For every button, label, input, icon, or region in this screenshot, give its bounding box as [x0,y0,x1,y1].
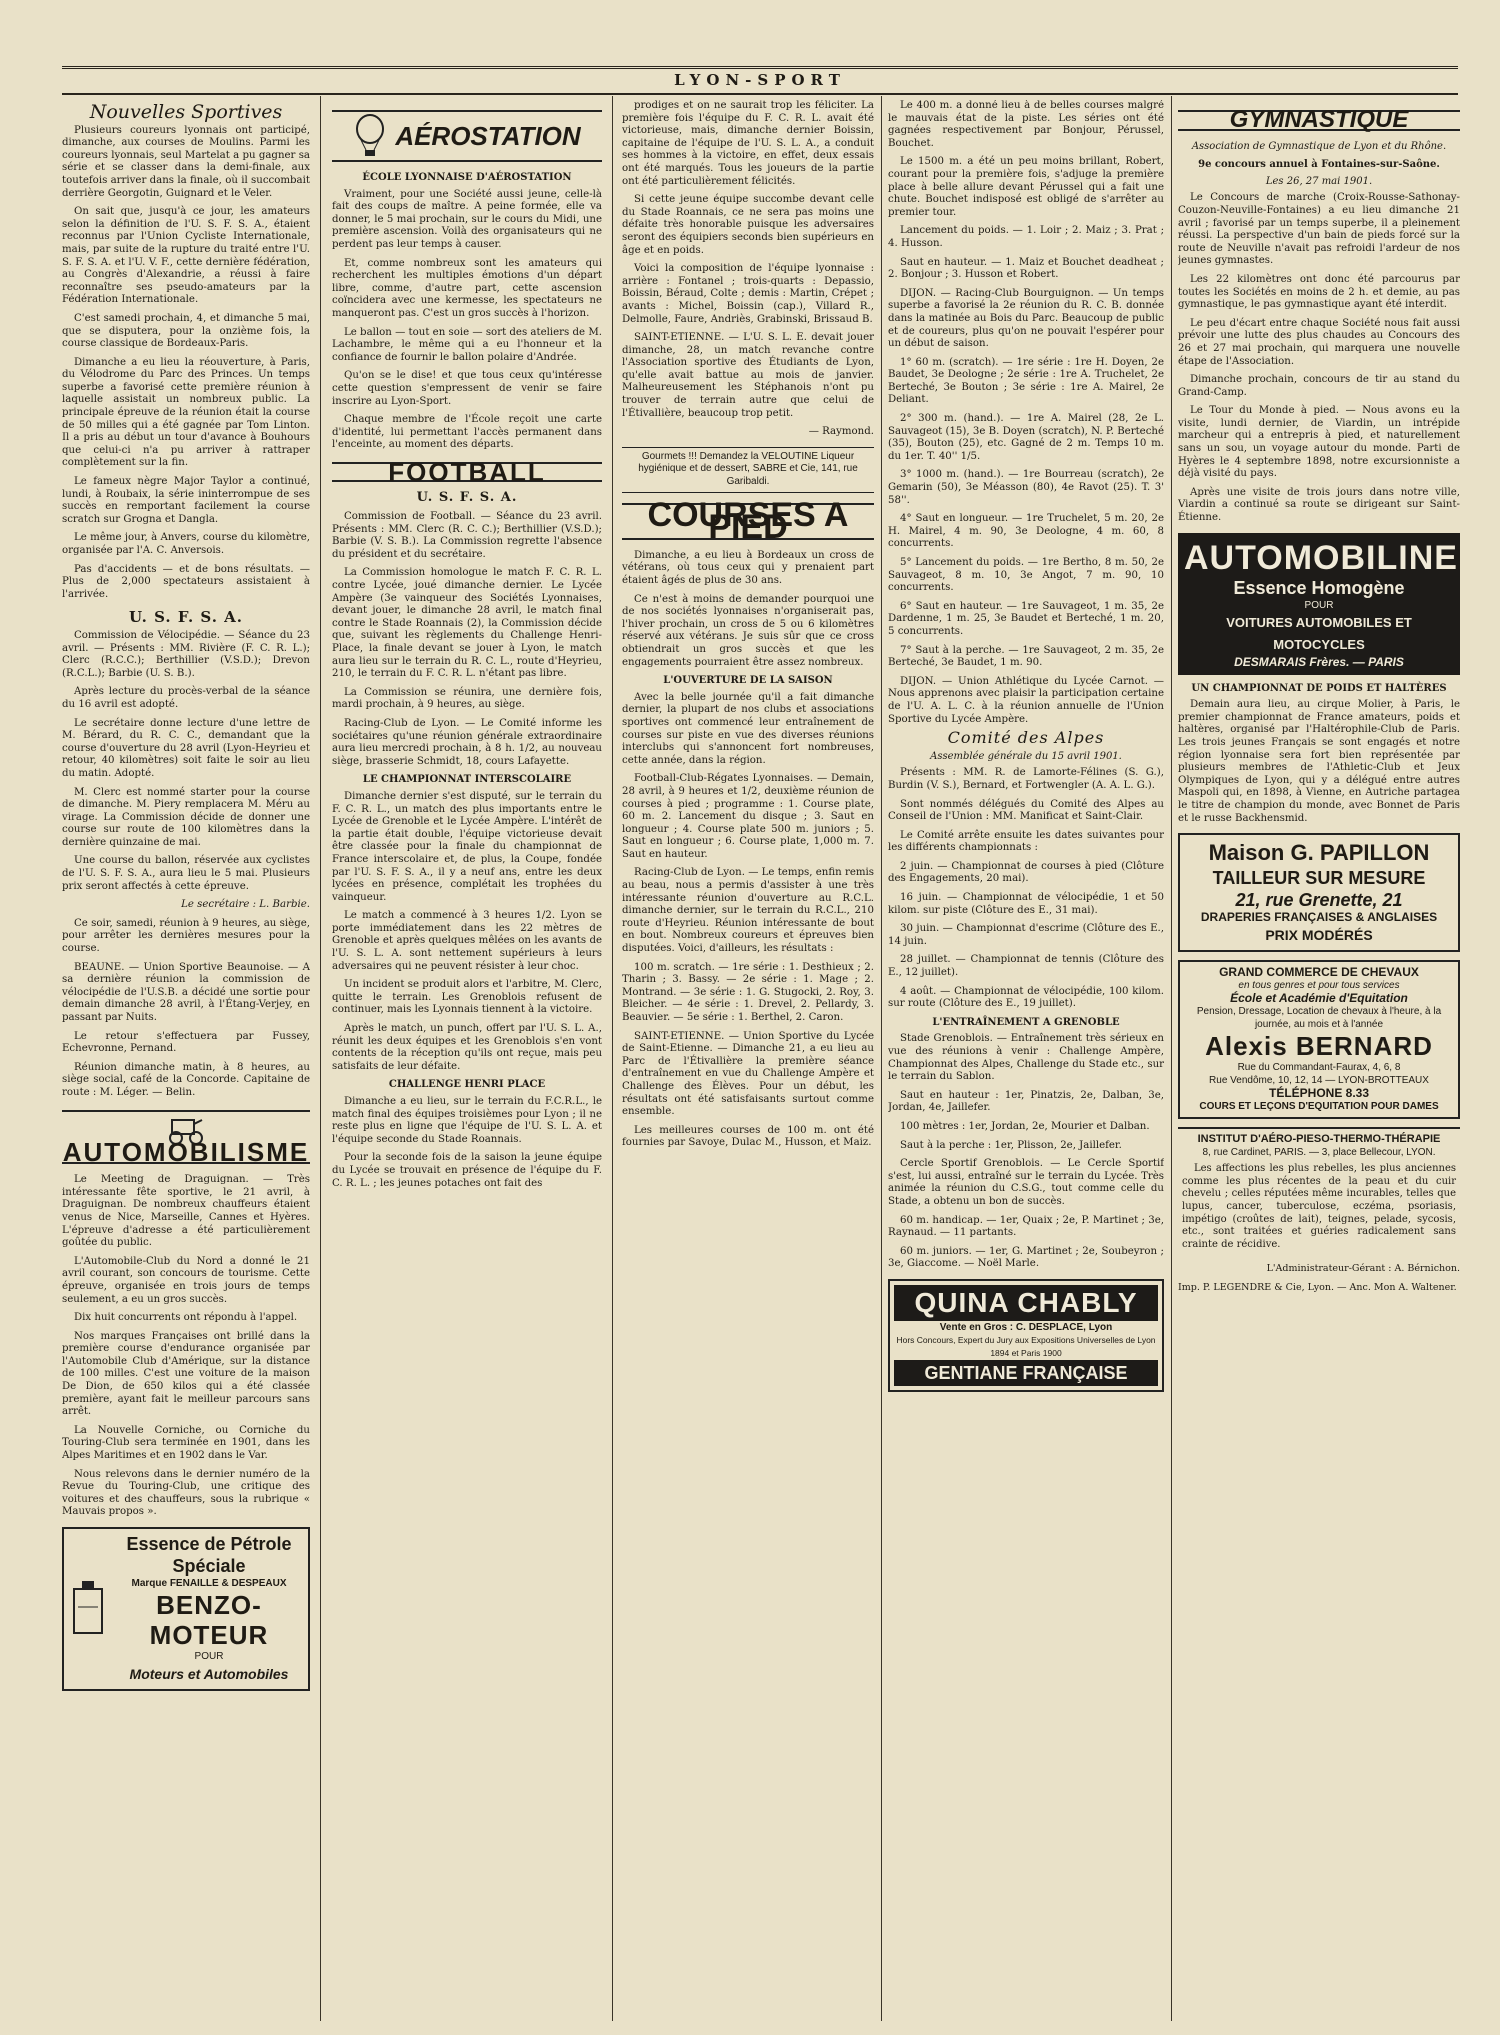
article-paragraph: Le fameux nègre Major Taylor a continué, lundi, à Roubaix, la série ininterrompue de ses succès en remportant facilement la course scratch sur Grogna et Dangla. [62,476,310,525]
article-paragraph: Le 1500 m. a été un peu moins brillant, Robert, courant pour la première fois, s'adjuge la première place à belle allure devant Pérussel qui a fait une chute. Bouchet indisposé est obligé de s'arrêter au premier tour. [888,156,1164,218]
article-paragraph: Le ballon — tout en soie — sort des ateliers de M. Lachambre, le même qui a eu l'honneur et la confiance de fournir le ballon polaire d'Andrée. [332,326,602,363]
article-paragraph: 2° 300 m. (hand.). — 1re A. Mairel (28, 2e L. Sauvageot (15), 3e B. Doyen (scratch), N. P. Berteché (35), Bouton (25), etc. Gagné de 2 m. Temps 10 m. du 1er. T. 40'' 1/5. [888,413,1164,462]
article-paragraph: Lancement du poids. — 1. Loir ; 2. Maiz ; 3. Prat ; 4. Husson. [888,225,1164,249]
article-paragraph: BEAUNE. — Union Sportive Beaunoise. — A sa dernière réunion la commission de vélocipédie de l'U.S.B. a décidé une sortie pour demain dimanche 28 avril, à l'Étang-Verjey, en passant par Nuits. [62,961,310,1023]
subsection-title: 9e concours annuel à Fontaines-sur-Saône. [1198,159,1440,171]
article-paragraph: Pas d'accidents — et de bons résultats. — Plus de 2,000 spectateurs assistaient à l'arrivée. [62,563,310,600]
article-paragraph: Le peu d'écart entre chaque Société nous fait aussi prévoir une lutte des plus chaudes au Concours des 26 et 27 mai prochain, qui marquera une nouvelle étape de l'Association. [1178,317,1460,367]
oil-can-icon [68,1577,108,1642]
section-title-aerostation: AÉROSTATION [332,110,602,162]
article-paragraph: 16 juin. — Championnat de vélocipédie, 1 et 50 kilom. sur piste (Clôture des E., 31 mai). [888,892,1164,916]
article-paragraph: DIJON. — Union Athlétique du Lycée Carnot. — Nous apprenons avec plaisir la participation certaine de l'U. A. L. C. à la réunion annuelle de l'Union Sportive du Lycée Ampère. [888,675,1164,725]
article-paragraph: Cercle Sportif Grenoblois. — Le Cercle Sportif s'est, lui aussi, entraîné sur le terrain du Lycée. Très animée la réunion du C.S.G., tout comme celle du Stade, a obtenu un bon de succès. [888,1158,1164,1207]
article-paragraph: 28 juillet. — Championnat de tennis (Clôture des E., 12 juillet). [888,954,1164,979]
article-paragraph: 60 m. juniors. — 1er, G. Martinet ; 2e, Soubeyron ; 3e, Giaccome. — Noël Marle. [888,1245,1164,1270]
article-paragraph: 100 mètres : 1er, Jordan, 2e, Mourier et Dalban. [900,1120,1150,1132]
article-paragraph: 2 juin. — Championnat de courses à pied (Clôture des Engagements, 20 mai). [888,860,1164,885]
article-paragraph: Le Tour du Monde à pied. — Nous avons eu la visite, lundi dernier, de Viardin, un intrépide marcheur qui a entrepris à pied, et naturellement sans un sou, un voyage autour du monde. Parti de Hyères le 4 septembre 1898, notre excursionniste a déjà visité du pays. [1178,405,1460,480]
article-paragraph: Nos marques Françaises ont brillé dans la première course d'endurance organisée par l'Automobile Club d'Amérique, sur la distance de 100 milles. C'est une voiture de la maison De Dion, de 650 kilos qui a été classée première, ayant fait le meilleur parcours sans arrêt. [62,1330,310,1418]
article-signature: Le secrétaire : L. Barbie. [181,899,310,911]
article-paragraph: Si cette jeune équipe succombe devant celle du Stade Roannais, ce ne sera pas moins une défaite très honorable puisque les adversaires seront des équipiers seconds bien supérieurs en âge et en poids. [622,194,874,256]
article-paragraph: Demain aura lieu, au cirque Molier, à Paris, le premier championnat de France amateurs, poids et haltères, organisé par l'Haltérophile-Club de Paris. Les trois jeunes Français se sont engagés et notre région lyonnaise sera fort bien représentée par plusieurs membres de l'Athletic-Club et Jeux Olympiques de Lyon, qui y a délégué entre autres Maspoli qui, en 1898, à Vienne, en Autriche partagea le titre de champion du monde, avec Bonnet de Paris et le russe Backhensmid. [1178,699,1460,824]
article-paragraph: 3° 1000 m. (hand.). — 1re Bourreau (scratch), 2e Gemarin (50), 3e Méasson (80), 4e Ravot (25). T. 3' 58''. [888,469,1164,506]
article-paragraph: Réunion dimanche matin, à 8 heures, au siège social, café de la Concorde. Capitaine de route : M. Léger. — Belin. [62,1061,310,1098]
article-paragraph: Stade Grenoblois. — Entraînement très sérieux en vue des réunions à venir : Challenge Ampère, Championnat des Alpes, Challenge du Stade etc., sur le terrain du Sablon. [888,1033,1164,1083]
benzo-moteur-advert: Essence de Pétrole Spéciale Marque FENAILLE & DESPEAUX BENZO-MOTEUR POUR Moteurs et Automobiles [62,1527,310,1691]
article-paragraph: Dix huit concurrents ont répondu à l'appel. [74,1312,298,1324]
article-paragraph: La Commission se réunira, une dernière fois, mardi prochain, à 9 heures, au siège. [332,686,602,711]
column-rule [320,96,321,2021]
subsection-title: LE CHAMPIONNAT INTERSCOLAIRE [362,774,572,786]
article-paragraph: Une course du ballon, réservée aux cyclistes de l'U. S. F. S. A., aura lieu le 5 mai. Plusieurs prix seront affectés à cette épreuve. [62,855,310,892]
article-paragraph: Après une visite de trois jours dans notre ville, Viardin a continué sa route se dirigeant sur Saint-Étienne. [1178,486,1460,524]
article-paragraph: Voici la composition de l'équipe lyonnaise : arrière : Fontanel ; trois-quarts : Depassio, Boissin, Béraud, Colte ; demis : Martin, Crépet ; avants : Michel, Boissin (cap.), Villard R., Delmolle, Faure, Andriès, Grabinski, Brissaud B. [622,263,874,325]
article-paragraph: Dimanche a eu lieu, sur le terrain du F.C.R.L., le match final des équipes troisièmes pour Lyon ; il ne reste plus en ligne que l'équipe de l'U. S. L. A. et l'équipe seconde du Stade Roannais. [332,1096,602,1145]
article-paragraph: La Nouvelle Corniche, ou Corniche du Touring-Club sera terminée en 1901, dans les Alpes Maritimes et en 1902 dans le Var. [62,1424,310,1462]
subsection-title: CHALLENGE HENRI PLACE [388,1079,546,1091]
veloutine-advert: Gourmets !!! Demandez la VELOUTINE Liqueur hygiénique et de dessert, SABRE et Cie, 141, rue Garibaldi. [622,447,874,493]
article-paragraph: Le retour s'effectuera par Fussey, Echevronne, Pernand. [62,1030,310,1055]
section-title-courses-a-pied: COURSES A PIED [622,503,874,540]
article-paragraph: C'est samedi prochain, 4, et dimanche 5 mai, que se disputera, pour la onzième fois, la course classique de Bordeaux-Paris. [62,312,310,350]
subsection-date: Les 26, 27 mai 1901. [1265,175,1373,187]
article-paragraph: Le Concours de marche (Croix-Rousse-Sathonay-Couzon-Neuville-Fontaines) a eu lieu dimanche 21 avril ; favorisé par un temps superbe, il a pleinement réussi. La perspective d'un bain de pieds forcé sur la route de Neuville n'avait pas refroidi l'ardeur de nos jeunes gymnastes. [1178,192,1460,267]
article-paragraph: Dimanche prochain, concours de tir au stand du Grand-Camp. [1178,374,1460,398]
article-paragraph: Sont nommés délégués du Comité des Alpes au Conseil de l'Union : MM. Manificat et Saint-Clair. [888,798,1164,823]
article-paragraph: Saut en hauteur : 1er, Pinatzis, 2e, Dalban, 3e, Jordan, 4e, Jaillefer. [888,1089,1164,1114]
article-paragraph: Avec la belle journée qu'il a fait dimanche dernier, la plupart de nos clubs et associations sportives ont commencé leur entraînement de courses sur piste en vue des diverses réunions interclubs qui s'annoncent fort nombreuses, cette année, dans la région. [622,691,874,766]
subsection-title: Assemblée générale du 15 avril 1901. [930,750,1122,762]
article-paragraph: Dimanche dernier s'est disputé, sur le terrain du F. C. R. L., un match des plus importants entre le Lycée de Grenoble et le Lycée Ampère. L'intérêt de la partie était double, l'équipe victorieuse devait être classée pour la finale du championnat de France interscolaire et, de plus, la Coupe, fondée par l'U. S. F. S. A., il y a neuf ans, entre les deux lycées en présence, complétait les trophées du vainqueur. [332,790,602,903]
column-2 [332,100,602,2025]
article-paragraph: Saut en hauteur. — 1. Maiz et Bouchet deadheat ; 2. Bonjour ; 3. Husson et Robert. [888,256,1164,281]
section-title-comite-des-alpes: Comité des Alpes [947,728,1105,748]
article-paragraph: 30 juin. — Championnat d'escrime (Clôture des E., 14 juin. [888,923,1164,947]
subsection-title: ÉCOLE LYONNAISE D'AÉROSTATION [362,172,572,183]
article-paragraph: Qu'on se le dise! et que tous ceux qu'intéresse cette question s'empressent de venir se faire inscrire au Lyon-Sport. [332,370,602,407]
subsection-title: U. S. F. S. A. [416,490,518,506]
article-paragraph: Nous relevons dans le dernier numéro de la Revue du Touring-Club, une critique des voitures et des chauffeurs, sous la rubrique « Mauvais propos ». [62,1468,310,1518]
quina-chably-advert: QUINA CHABLY Vente en Gros : C. DESPLACE, Lyon Hors Concours, Expert du Jury aux Expositions Universelles de Lyon 1894 et Paris 1900 GENTIANE FRANÇAISE [888,1279,1164,1392]
papillon-advert: Maison G. PAPILLON TAILLEUR SUR MESURE 21, rue Grenette, 21 DRAPERIES FRANÇAISES & ANGLAISES PRIX MODÉRÉS [1178,833,1460,952]
article-paragraph: Ce soir, samedi, réunion à 9 heures, au siège, pour arrêter les dernières mesures pour la course. [62,917,310,955]
article-paragraph: Pour la seconde fois de la saison la jeune équipe du Lycée se trouvait en présence de l'équipe du F. C. R. L. ; les jeunes potaches ont fait des [332,1152,602,1189]
subsection-title: Association de Gymnastique de Lyon et du Rhône. [1191,140,1447,152]
section-title-usfsa: U. S. F. S. A. [128,608,244,627]
article-paragraph: Ce n'est à moins de demander pourquoi une de nos sociétés lyonnaises n'organiserait pas, l'hiver prochain, un cross de 5 ou 6 kilomètres réservé aux vétérans. Je suis sûr que ce cross obtiendrait un gros succès et que les engagements pourraient être assez nombreux. [622,593,874,668]
section-title-football: FOOTBALL [332,462,602,483]
masthead: LYON-SPORT [62,66,1458,95]
column-rule [612,96,613,2021]
article-paragraph: prodiges et on ne saurait trop les féliciter. La première fois l'équipe du F. C. R. L. avait été victorieuse, mais, dimanche dernier Boissin, capitaine de l'équipe de l'U. S. L. A., a conduit ses hommes à la victoire, en effet, deux essais ont été marqués. Tous les joueurs de la partie ont été particulièrement félicités. [622,100,874,187]
article-paragraph: Commission de Football. — Séance du 23 avril. Présents : MM. Clerc (R. C. C.); Berthillier (V.S.D.); Barbie (V. S. B.). La Commission regrette l'absence du président et du secrétaire. [332,511,602,560]
article-paragraph: Présents : MM. R. de Lamorte-Félines (S. G.), Burdin (V. S.), Bernard, et Fortwengler (A. A. L. G.). [888,767,1164,791]
section-title-automobilisme: AUTOMOBILISME [62,1110,310,1165]
article-paragraph: Saut à la perche : 1er, Plisson, 2e, Jaillefer. [900,1139,1122,1151]
article-paragraph: Un incident se produit alors et l'arbitre, M. Clerc, quitte le terrain. Les Grenoblois refusent de continuer, mais les Lyonnais tiennent à la victoire. [332,979,602,1016]
article-paragraph: Les meilleures courses de 100 m. ont été fournies par Savoye, Dulac M., Husson, et Maiz. [622,1124,874,1149]
column-3 [622,100,874,2025]
section-title-gymnastique: GYMNASTIQUE [1178,110,1460,131]
article-paragraph: Les 22 kilomètres ont donc été parcourus par toutes les Sociétés en moins de 2 h. et demie, au pas gymnastique, le pas gymnastique ayant été interdit. [1178,273,1460,311]
article-paragraph: Dimanche, a eu lieu à Bordeaux un cross de vétérans, où tous ceux qui y prenaient part étaient âgés de plus de 30 ans. [622,549,874,586]
chevaux-advert: GRAND COMMERCE DE CHEVAUX en tous genres et pour tous services École et Académie d'Equitation Pension, Dressage, Location de chevaux à l'heure, à la journée, au mois et à l'année Alexis BERNARD Rue du Commandant-Faurax, 4, 6, 8 Rue Vendôme, 10, 12, 14 — LYON-BROTTEAUX TÉLÉPHONE 8.33 COURS ET LEÇONS D'EQUITATION POUR DAMES [1178,960,1460,1119]
subsection-title: L'OUVERTURE DE LA SAISON [663,675,833,687]
article-paragraph: 60 m. handicap. — 1er, Quaix ; 2e, P. Martinet ; 3e, Raynaud. — 11 partants. [888,1214,1164,1239]
printer-line: Imp. P. LEGENDRE & Cie, Lyon. — Anc. Mon A. Waltener. [1178,1281,1457,1293]
article-paragraph: Football-Club-Régates Lyonnaises. — Demain, 28 avril, à 9 heures et 1/2, deuxième réunion de courses à pied ; programme : 1. Course plate, 60 m. 2. Lancement du disque ; 3. Saut en longueur ; 4. Course plate 500 m. juniors ; 5. Saut en longueur ; 6. Course plate, 1,000 m. 7. Saut en hauteur. [622,773,874,860]
column-4 [888,100,1164,2025]
article-paragraph: Le Comité arrête ensuite les dates suivantes pour les différents championnats : [888,829,1164,854]
article-paragraph: Racing-Club de Lyon. — Le Comité informe les sociétaires qu'une réunion générale extraordinaire aura lieu mercredi prochain, à 8 h. 1/2, au nouveau siège, brasserie Schmidt, 18, cours Lafayette. [332,717,602,767]
automobiline-advert: AUTOMOBILINE Essence Homogène POUR VOITURES AUTOMOBILES ET MOTOCYCLES DESMARAIS Frères. — PARIS [1178,533,1460,675]
article-paragraph: SAINT-ETIENNE. — Union Sportive du Lycée de Saint-Etienne. — Dimanche 21, a eu lieu au Parc de l'Étivallière la première séance d'entraînement en vue du Challenge Ampère et Challenge des Élèves. Pour un début, les résultats ont été satisfaisants surtout comme ensemble. [622,1030,874,1118]
article-paragraph: Le Meeting de Draguignan. — Très intéressante fête sportive, le 21 avril, à Draguignan. De nombreux chauffeurs étaient venus de Nice, Marseille, Cannes et Hyères. L'épreuve d'adresse a été particulièrement goûtée du public. [62,1174,310,1249]
section-title-nouvelles: Nouvelles Sportives [89,101,283,123]
article-paragraph: Racing-Club de Lyon. — Le temps, enfin remis au beau, nous a permis d'assister à une très intéressante réunion d'ouverture au R.C.L. dimanche dernier, sur le terrain du R.C.L., 210 route d'Heyrieu. Réunion intéressante de bout en bout. Nombreux coureurs et épreuves bien disputées. Voici, d'ailleurs, les résultats : [622,867,874,955]
article-signature: — Raymond. [808,426,874,438]
article-paragraph: Chaque membre de l'École reçoit une carte d'identité, lui permettant l'accès permanent dans l'enceinte, au moment des départs. [332,414,602,451]
article-paragraph: Le match a commencé à 3 heures 1/2. Lyon se porte immédiatement dans les 22 mètres de Grenoble et après quelques mêlées on les avants de l'U. S. L. A. sont nettement supérieurs à leurs adversaires qui ne peuvent résister à leur choc. [332,910,602,972]
column-1 [62,100,310,2025]
article-paragraph: 1° 60 m. (scratch). — 1re série : 1re H. Doyen, 2e Baudet, 3e Deologne ; 2e série : 1re A. Truchelet, 2e Berteché, 3e Bouton ; 3e série : 1re A. Mairel, 2e Deliant. [888,356,1164,406]
article-paragraph: Après le match, un punch, offert par l'U. S. L. A., réunit les deux équipes et les Grenoblois s'en vont contents de la réception qu'ils ont reçue, mais peu satisfaits de leur défaite. [332,1023,602,1072]
article-paragraph: Dimanche a eu lieu la réouverture, à Paris, du Vélodrome du Parc des Princes. Un temps superbe a favorisé cette première réunion à laquelle assistait un nombreux public. La principale épreuve de la réunion était la course de 50 milles qui a été gagnée par Tom Linton. Il a pris au début un tour d'avance à Bouhours que celui-ci n'a pu arriver à rattraper complètement sur la fin. [62,356,310,469]
article-paragraph: Le même jour, à Anvers, course du kilomètre, organisée par l'A. C. Anversois. [62,532,310,556]
article-paragraph: M. Clerc est nommé starter pour la course de dimanche. M. Piery remplacera M. Méru au virage. La Commission décide de donner une course sur route de 100 kilomètres dans la dernière quinzaine de mai. [62,786,310,848]
article-paragraph: 6° Saut en hauteur. — 1re Sauvageot, 1 m. 35, 2e Dardenne, 1 m. 25, 3e Baudet et Berteché, 1 m. 20, 5 concurrents. [888,600,1164,637]
article-paragraph: 5° Lancement du poids. — 1re Bertho, 8 m. 50, 2e Sauvageot, 8 m. 10, 3e Angot, 7 m. 90, 10 concurrents. [888,557,1164,594]
column-5 [1178,100,1460,2025]
balloon-icon [353,114,387,158]
article-paragraph: Après lecture du procès-verbal de la séance du 16 avril est adopté. [62,686,310,710]
article-paragraph: 4° Saut en longueur. — 1re Truchelet, 5 m. 20, 2e H. Mairel, 4 m. 90, 3e Deologne, 4 m. 60, 8 concurrents. [888,513,1164,550]
article-paragraph: On sait que, jusqu'à ce jour, les amateurs selon la définition de l'U. S. F. S. A., étaient reconnus par l'Union Cycliste Internationale, mais, par suite de la rupture du traité entre l'U. S. F. S. A. et l'U. V. F., cette dernière fédération, au Congrès d'Alexandrie, a réussi à faire reconnaître ses pseudo-amateurs par la Fédération Internationale. [62,206,310,306]
administrator-line: L'Administrateur-Gérant : A. Bérnichon. [1266,1263,1460,1275]
subsection-title: UN CHAMPIONNAT DE POIDS ET HALTÈRES [1191,682,1447,694]
article-paragraph: 100 m. scratch. — 1re série : 1. Desthieux ; 2. Tharin ; 3. Bassy. — 2e série : 1. Mage ; 2. Montrand. — 3e série : 1. G. Stugocki, 2. Roy, 3. Bleicher. — 4e série : 1. Drevel, 2. Pellardy, 3. Beauvier. — 5e série : 1. Berthel, 2. Caron. [622,961,874,1023]
article-paragraph: Le 400 m. a donné lieu à de belles courses malgré le mauvais état de la piste. Les séries ont été gagnées respectivement par Bonjour, Pérussel, Bouchet. [888,100,1164,149]
column-rule [881,96,882,2021]
institut-advert: INSTITUT D'AÉRO-PIESO-THERMO-THÉRAPIE 8, rue Cardinet, PARIS. — 3, place Bellecour, LYON. Les affections les plus rebelles, les plus anciennes comme les plus récentes de la peau et du cuir chevelu ; celles réputées même incurables, telles que lupus, cancer, tuberculose, eczéma, psoriasis, impétigo (croûtes de lait), teignes, pelade, sycosis, etc., sont traitées et guéries radicalement sans crainte de récidive. [1178,1127,1460,1255]
article-paragraph: La Commission homologue le match F. C. R. L. contre Lycée, joué dimanche dernier. Le Lycée Ampère (3e vainqueur des Sociétés Lyonnaises, devant jouer, le dimanche 28 avril, le match final contre le Stade Roannais (2), la Commission décide que, suivant les règlements du Challenge Henri-Place, la finale devant se jouer à Lyon, le match aura lieu sur le terrain du R. C. L., route d'Heyrieu, 210, le terrain du F. C. R. L. n'étant pas libre. [332,567,602,680]
article-paragraph: L'Automobile-Club du Nord a donné le 21 avril courant, son concours de tourisme. Cette épreuve, organisée en trois jours de temps seulement, a eu un gros succès. [62,1255,310,1305]
article-paragraph: Commission de Vélocipédie. — Séance du 23 avril. — Présents : MM. Rivière (F. C. R. L.); Clerc (R.C.C.); Berthillier (V.S.D.); Drevon (R.C.L.); Barbie (U. S. B.). [62,629,310,679]
subsection-title: L'ENTRAÎNEMENT A GRENOBLE [932,1016,1120,1028]
article-paragraph: 4 août. — Championnat de vélocipédie, 100 kilom. sur route (Clôture des E., 19 juillet). [888,985,1164,1010]
article-paragraph: Plusieurs coureurs lyonnais ont participé, dimanche, aux courses de Moulins. Parmi les coureurs lyonnais, seul Martelat a pu gagner sa série et se classer dans la demi-finale, aux toutefois arriver dans la finale, où il succombait derrière Georgotin, Guignard et le Veler. [62,124,310,199]
article-paragraph: Et, comme nombreux sont les amateurs qui recherchent les multiples émotions d'un départ libre, comme, d'autre part, cette ascension coïncidera avec une kermesse, les spectateurs ne manqueront pas. C'est un gros succès à l'horizon. [332,257,602,319]
article-paragraph: SAINT-ETIENNE. — L'U. S. L. E. devait jouer dimanche, 28, un match revanche contre l'Association sportive des Étudiants de Lyon, qu'elle avait battue au mois de janvier. Malheureusement les Stéphanois n'ont pu trouver de terrain autre que celui de l'Étivallière, beaucoup trop petit. [622,332,874,419]
article-paragraph: Le secrétaire donne lecture d'une lettre de M. Bérard, du R. C. C., demandant que la course d'ouverture du 28 avril (Lyon-Heyrieu et retour, 40 kilomètres) soit faite le soir au lieu du matin. Adopté. [62,717,310,779]
column-rule [1171,96,1172,2021]
article-paragraph: DIJON. — Racing-Club Bourguignon. — Un temps superbe a favorisé la 2e réunion du R. C. B. donnée dans la matinée au Bois du Parc. Beaucoup de public et de coureurs, plus qu'on ne pouvait l'espérer pour un début de saison. [888,287,1164,350]
article-paragraph: 7° Saut à la perche. — 1re Sauvageot, 2 m. 35, 2e Berteché, 3e Baudet, 1 m. 90. [888,644,1164,669]
article-paragraph: Vraiment, pour une Société aussi jeune, celle-là fait des coups de maître. A peine formée, elle va donner, le 5 mai prochain, sur le cours du Midi, une première ascension. Voilà des organisateurs qui ne perdent pas leur temps à causer. [332,188,602,250]
